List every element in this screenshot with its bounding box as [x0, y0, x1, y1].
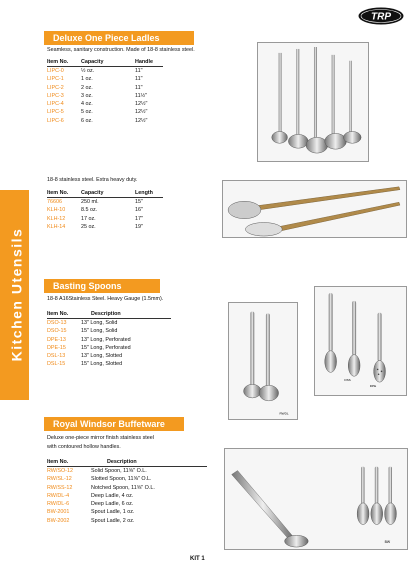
ladles-description: Seamless, sanitary construction. Made of 18-8 stainless steel. [47, 47, 195, 53]
heavy-description: 18-8 stainless steel. Extra heavy duty. [47, 177, 138, 183]
item-number: DSO-15 [47, 328, 67, 335]
cell-value: ½ oz. [81, 68, 95, 74]
header-row [47, 58, 163, 67]
section-header-buffetware: Royal Windsor Buffetware [44, 417, 184, 431]
item-number: LIPC-1 [47, 76, 64, 83]
item-number: RW/SS-12 [47, 484, 73, 491]
side-title: Kitchen Utensils [8, 227, 25, 362]
table-row [47, 484, 207, 492]
buffetware-photo [224, 448, 408, 550]
table-row [47, 92, 163, 100]
cell-value: 250 ml. [81, 199, 99, 205]
item-number: KLH-12 [47, 215, 66, 222]
table-row [47, 344, 171, 352]
item-number: 76606 [47, 199, 62, 205]
header-row [47, 189, 163, 198]
item-number: RW/DL-6 [47, 501, 70, 508]
table-row [47, 75, 163, 83]
table-row [47, 319, 171, 328]
cell-value: 12½" [135, 117, 148, 124]
table-row [47, 67, 163, 76]
item-number: DSO-13 [47, 320, 67, 326]
table-row [47, 84, 163, 92]
item-number: LIPC-3 [47, 92, 64, 99]
item-number: LIPC-4 [47, 101, 64, 108]
cell-value: 11" [135, 84, 143, 91]
table-row [47, 508, 207, 516]
col-item-no: Item No. [47, 58, 81, 67]
section-header-ladles: Deluxe One Piece Ladles [44, 31, 194, 45]
item-number: DSL-15 [47, 361, 66, 368]
table-row [47, 117, 163, 125]
cell-value: 2 oz. [81, 84, 93, 91]
table-row [47, 100, 163, 108]
item-number: RW/SO-12 [47, 468, 73, 474]
cell-value: 11" [135, 68, 143, 74]
brand-text: TRP [371, 11, 391, 23]
ladles-photo [257, 42, 369, 162]
trp-logo [358, 7, 404, 25]
cell-value: Slotted Spoon, 11⅝" O.L. [91, 476, 152, 483]
cell-value: 17" [135, 215, 143, 222]
buffet-table [47, 458, 207, 525]
item-number: LIPC-5 [47, 109, 64, 116]
item-number: RW/DL-4 [47, 492, 70, 499]
bw-caption: BW [384, 540, 391, 545]
header-row [47, 310, 171, 319]
cell-value: Solid Spoon, 11⅝" O.L. [91, 468, 147, 474]
item-number: BW-2002 [47, 517, 70, 524]
cell-value: 13" Long, Solid [81, 320, 118, 326]
section-header-basting: Basting Spoons [44, 279, 160, 293]
col-capacity: Capacity [81, 189, 135, 198]
col-description: Description [81, 310, 171, 319]
cell-value: 16" [135, 207, 143, 214]
heavy-table [47, 189, 163, 231]
cell-value: 15" Long, Perforated [81, 344, 131, 351]
cell-value: 15" Long, Solid [81, 328, 118, 335]
table-row [47, 517, 207, 525]
table-row [47, 360, 171, 368]
col-description: Description [91, 458, 207, 467]
item-number: LIPC-6 [47, 117, 64, 124]
cell-value: 19" [135, 223, 143, 230]
cell-value: 11" [135, 76, 143, 83]
item-number: DPE-15 [47, 344, 66, 351]
buffet-description-line2: with contoured hollow handles. [47, 444, 121, 450]
rwdl-caption: RWDL [279, 411, 289, 416]
item-number: LIPC-0 [47, 68, 64, 74]
table-row [47, 108, 163, 116]
table-row [47, 327, 171, 335]
cell-value: 6 oz. [81, 117, 93, 124]
heavy-ladles-photo [222, 180, 407, 238]
item-number: KLH-10 [47, 207, 66, 214]
table-row [47, 336, 171, 344]
table-row [47, 198, 163, 207]
item-number: DSL-13 [47, 353, 66, 360]
buffet-description-line1: Deluxe one-piece mirror finish stainless steel [47, 435, 154, 441]
table-row [47, 223, 163, 231]
cell-value: Deep Ladle, 4 oz. [91, 492, 134, 499]
col-item-no: Item No. [47, 310, 81, 319]
cell-value: Spout Ladle, 2 oz. [91, 517, 135, 524]
table-row [47, 467, 207, 476]
cell-value: 15" [135, 199, 143, 205]
basting-description: 18-8 A16Stainless Steel. Heavy Gauge (1.5mm). [47, 296, 164, 302]
col-capacity: Capacity [81, 58, 135, 67]
item-number: KLH-14 [47, 223, 66, 230]
table-row [47, 206, 163, 214]
col-handle: Handle [135, 58, 163, 67]
item-number: LIPC-2 [47, 84, 64, 91]
basting-spoons-photo [314, 286, 407, 396]
cell-value: 15" Long, Slotted [81, 361, 123, 368]
col-item-no: Item No. [47, 189, 81, 198]
item-number: DPE-13 [47, 336, 66, 343]
cell-value: 13" Long, Perforated [81, 336, 131, 343]
cell-value: 1 oz. [81, 76, 93, 83]
item-number: BW-2001 [47, 509, 70, 516]
cell-value: 25 oz. [81, 223, 96, 230]
dpe-caption: DPE [369, 383, 377, 388]
cell-value: 17 oz. [81, 215, 96, 222]
table-row [47, 500, 207, 508]
cell-value: Spout Ladle, 1 oz. [91, 509, 135, 516]
dss-caption: DSS [344, 378, 351, 383]
col-length: Length [135, 189, 163, 198]
header-row [47, 458, 207, 467]
cell-value: 11½" [135, 92, 148, 99]
cell-value: Notched Spoon, 11⅝" O.L. [91, 484, 155, 491]
cell-value: 5 oz. [81, 109, 93, 116]
table-row [47, 352, 171, 360]
cell-value: 3 oz. [81, 92, 93, 99]
cell-value: 12½" [135, 101, 148, 108]
table-row [47, 215, 163, 223]
cell-value: 8.5 oz. [81, 207, 98, 214]
cell-value: 4 oz. [81, 101, 93, 108]
page-footer: KIT 1 [190, 556, 205, 562]
cell-value: Deep Ladle, 6 oz. [91, 501, 134, 508]
table-row [47, 475, 207, 483]
ladles-table [47, 58, 163, 125]
cell-value: 13" Long, Slotted [81, 353, 123, 360]
table-row [47, 492, 207, 500]
item-number: RW/SL-12 [47, 476, 72, 483]
col-item-no: Item No. [47, 458, 91, 467]
cell-value: 12½" [135, 109, 148, 116]
basting-table [47, 310, 171, 369]
rwdl-ladles-photo [228, 302, 298, 420]
